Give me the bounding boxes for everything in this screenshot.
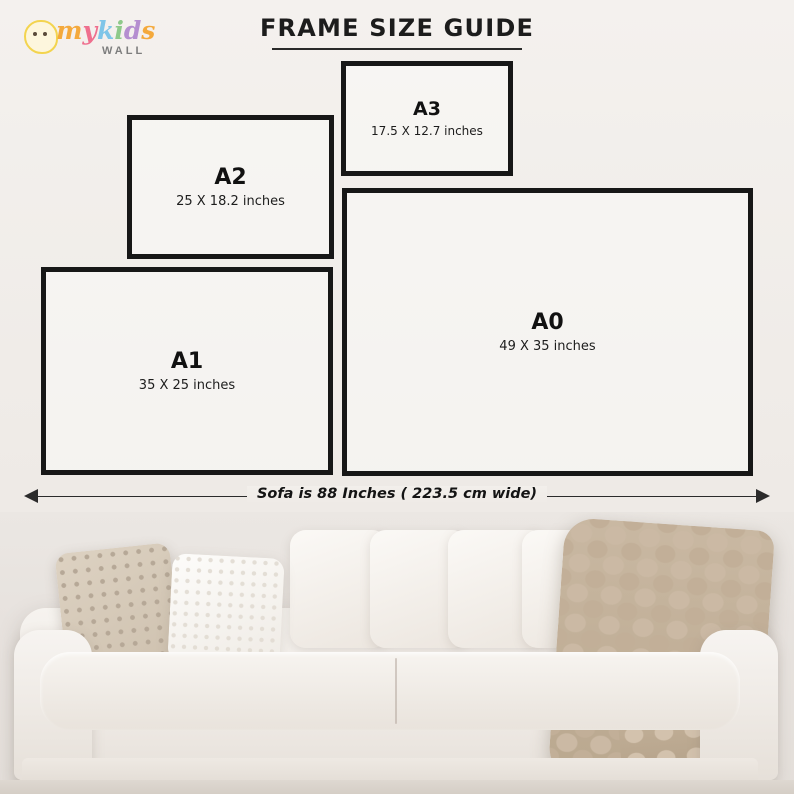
- sofa-seat-cushions: [40, 652, 740, 730]
- frame-a1-name: A1: [170, 349, 204, 375]
- frame-a0: [342, 188, 753, 476]
- page-title: FRAME SIZE GUIDE: [259, 14, 535, 42]
- frame-a1: [41, 267, 333, 475]
- brand-letter-m: m: [56, 16, 83, 45]
- title-underline: [272, 48, 522, 50]
- sofa-seat-divider: [395, 658, 397, 724]
- brand-letter-s: s: [141, 16, 156, 45]
- frame-a3-name: A3: [413, 98, 441, 121]
- arrow-left-icon: [24, 489, 38, 503]
- measure-label: Sofa is 88 Inches ( 223.5 cm wide): [247, 486, 547, 502]
- throw-pillow-white: [167, 553, 284, 667]
- frame-a0-size: 49 X 35 inches: [499, 338, 596, 354]
- sofa-scene: [0, 512, 794, 794]
- frame-a2-size: 25 X 18.2 inches: [176, 193, 285, 209]
- brand-letter-d: d: [123, 16, 142, 45]
- frame-a1-size: 35 X 25 inches: [138, 377, 236, 393]
- floor: [0, 780, 794, 794]
- brand-subtitle: WALL: [102, 45, 146, 57]
- brand-letter-i: i: [114, 16, 124, 45]
- frame-a0-name: A0: [531, 310, 564, 336]
- frame-a2: [127, 115, 334, 259]
- sofa-width-measurement: [24, 486, 770, 508]
- frame-a3-size: 17.5 X 12.7 inches: [371, 123, 483, 138]
- frame-a2-name: A2: [214, 165, 247, 191]
- brand-letter-k: k: [96, 16, 115, 45]
- frame-a3: [341, 61, 513, 176]
- brand-letter-y: y: [82, 16, 97, 45]
- arrow-right-icon: [756, 489, 770, 503]
